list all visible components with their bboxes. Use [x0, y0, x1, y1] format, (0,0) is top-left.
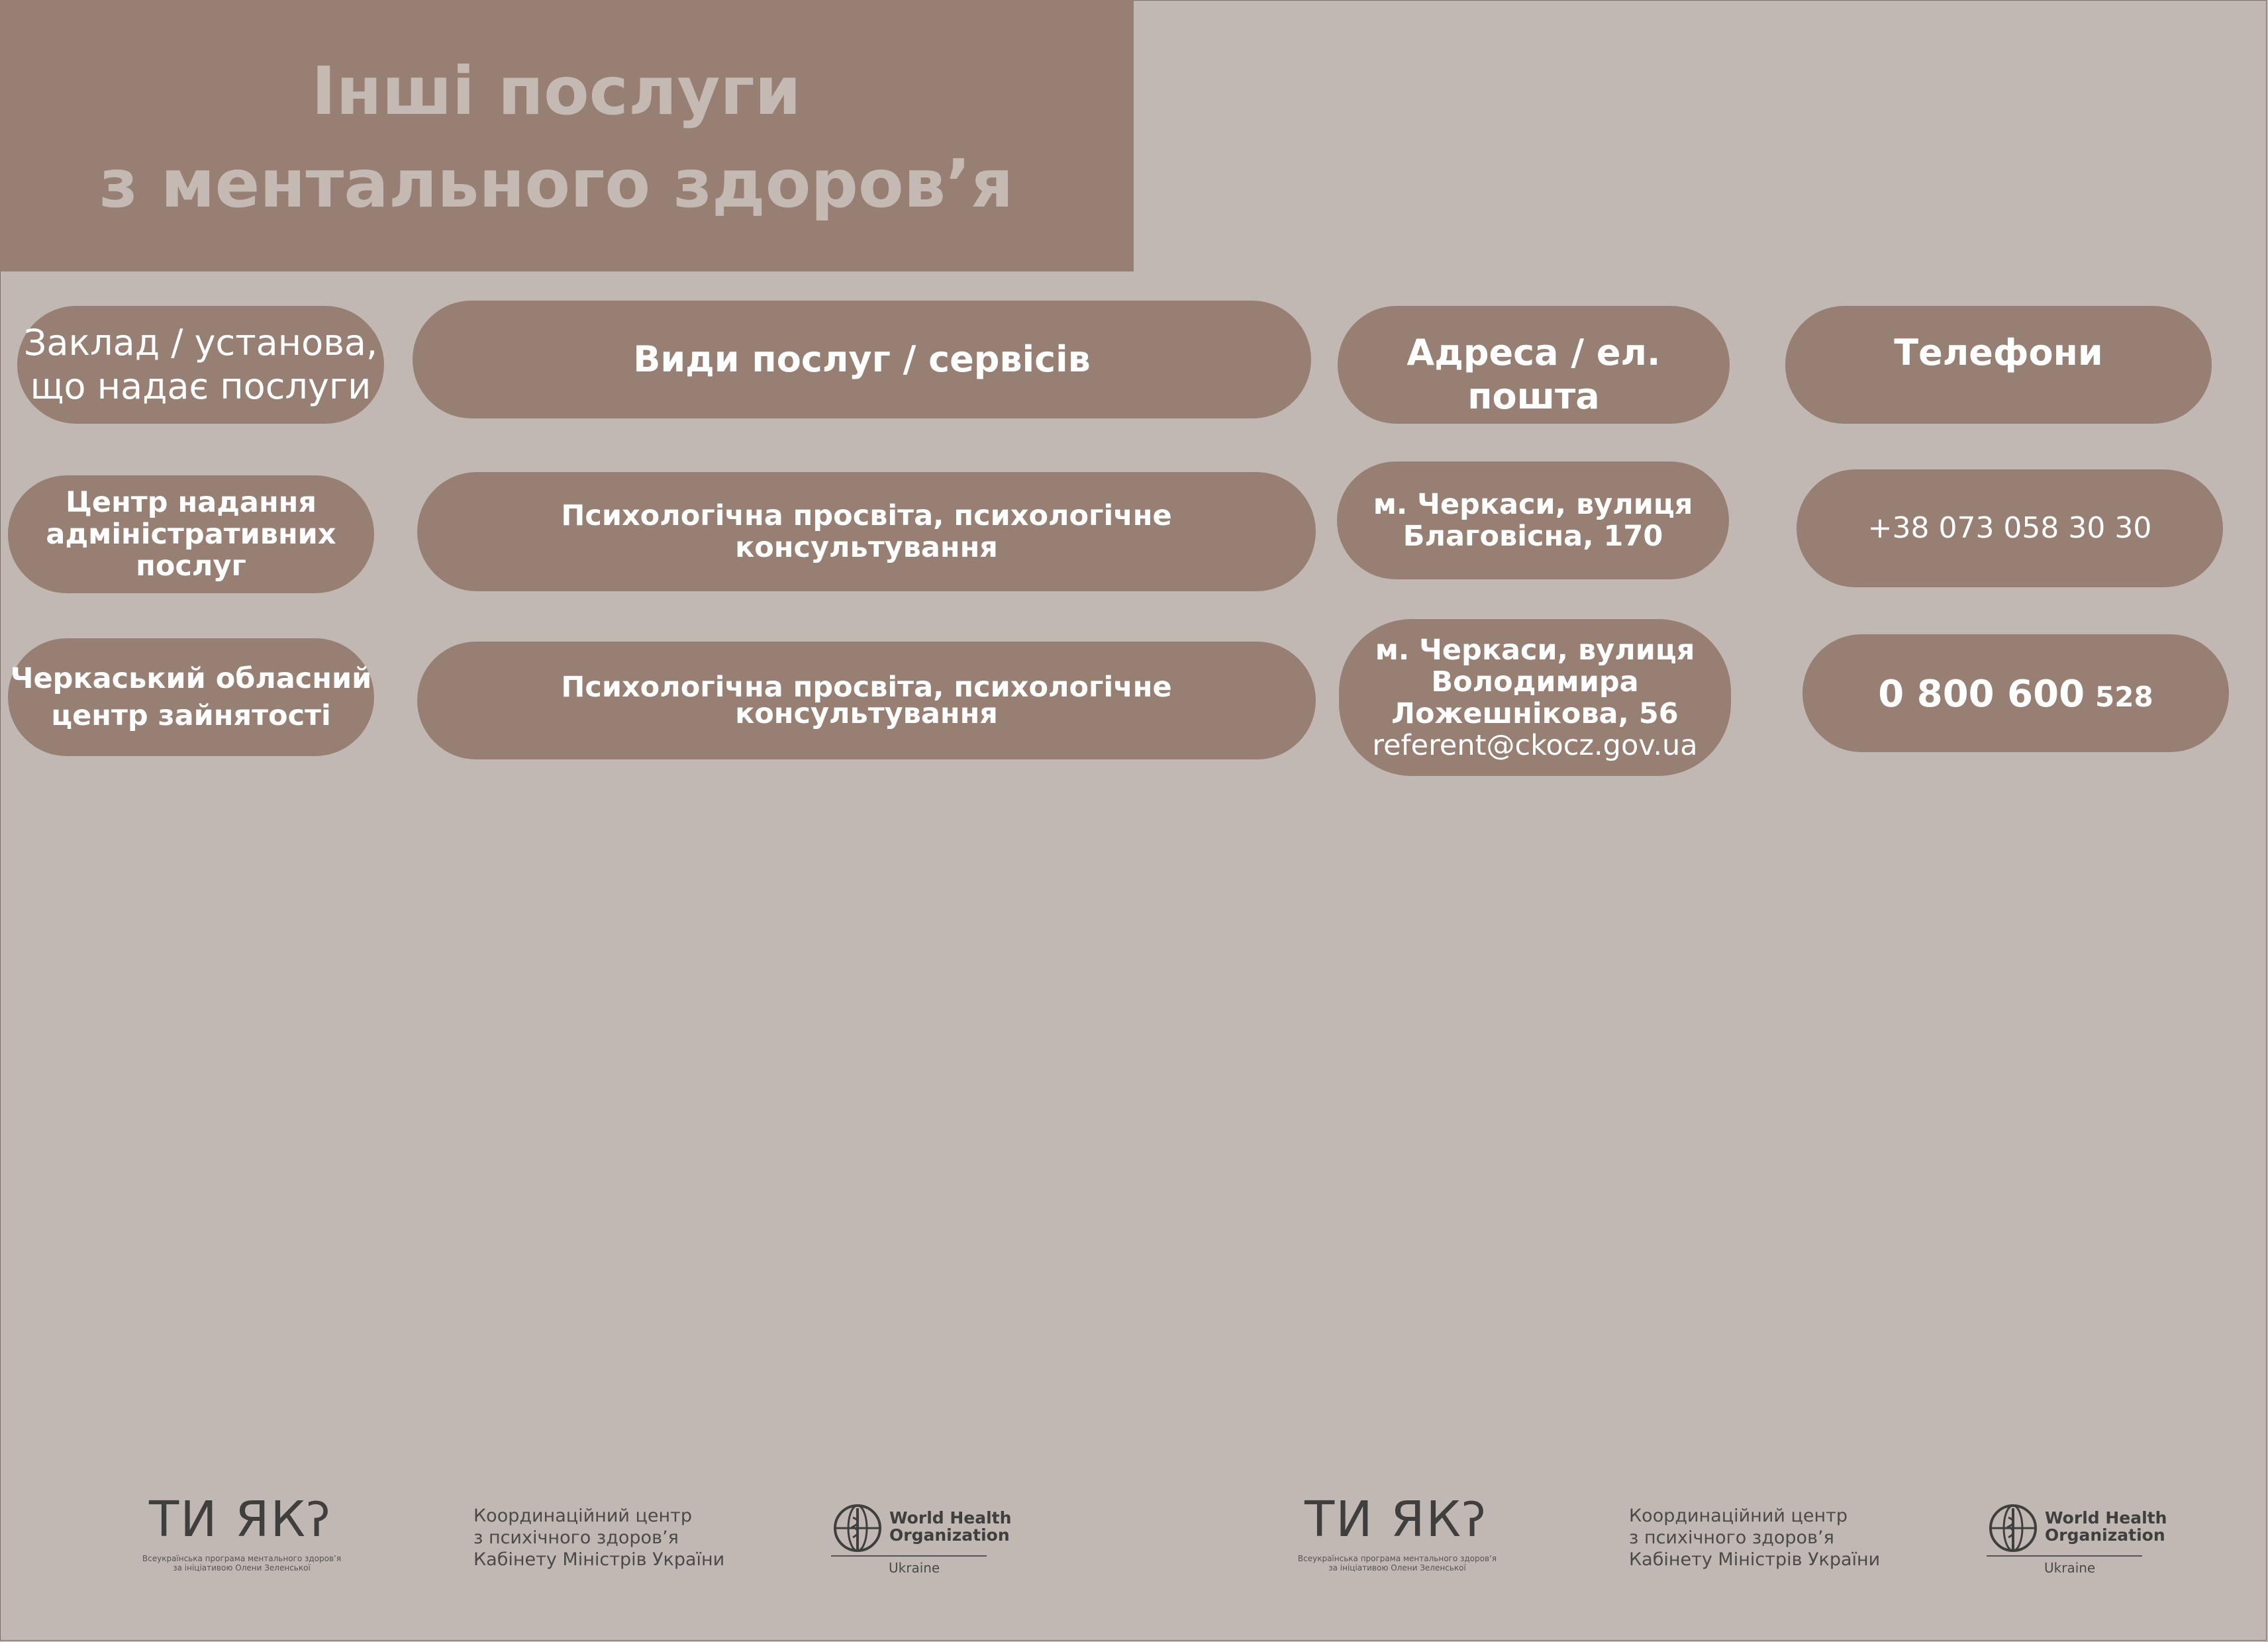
ty-yak-logo-text: ТИ ЯК: [149, 1491, 307, 1548]
ty-yak-logo: ТИ ЯКʔ: [149, 1491, 332, 1548]
row-2-phone[interactable]: [1802, 634, 2229, 752]
row-2-services: [417, 642, 1316, 759]
who-name: [889, 1510, 1011, 1544]
row-2-address: [1339, 619, 1731, 776]
header-services-label: Види послуг / сервісів: [633, 338, 1091, 380]
header-institution: [17, 306, 384, 424]
ty-yak-subtitle: [123, 1554, 361, 1572]
who-country-2: Ukraine: [2044, 1560, 2096, 1576]
who-country: Ukraine: [889, 1560, 940, 1576]
row-1-phone[interactable]: [1797, 469, 2223, 587]
row-1-phone-number[interactable]: +38 073 058 30 30: [1867, 511, 2152, 545]
ty-yak-subtitle-2-line-2: за ініціативою Олени Зеленської: [1328, 1563, 1466, 1572]
coordination-center-2-line-2: з психічного здоров’я: [1629, 1527, 1834, 1548]
row-1-address-line-2: Благовісна, 170: [1403, 520, 1663, 553]
row-2-email-link[interactable]: referent@ckocz.gov.ua: [1372, 728, 1698, 762]
ty-yak-subtitle-line-1: Всеукраїнська програма ментального здоров’я: [142, 1554, 342, 1563]
row-2-institution: [8, 638, 374, 756]
coordination-center-logo-2: [1629, 1505, 1880, 1570]
row-2-services-line-1: Психологічна просвіта, психологічне: [561, 671, 1172, 704]
row-1-institution: [8, 475, 374, 593]
row-2-services-line-2: консультування: [735, 697, 998, 730]
coordination-center-2-line-3: Кабінету Міністрів України: [1629, 1549, 1881, 1570]
page-title-line-2: з ментального здоров’я: [99, 145, 1014, 222]
header-phones-label: Телефони: [1894, 332, 2103, 373]
row-1-institution-line-3: послуг: [136, 550, 246, 583]
header-phones: [1785, 306, 2212, 424]
coordination-center-line-2: з психічного здоров’я: [473, 1527, 679, 1548]
coordination-center-logo: [473, 1505, 724, 1570]
ty-yak-subtitle-2-line-1: Всеукраїнська програма ментального здоров’я: [1297, 1554, 1497, 1563]
coordination-center-2-line-1: Координаційний центр: [1629, 1506, 1848, 1526]
ty-yak-subtitle-2: [1278, 1554, 1516, 1572]
ty-yak-subtitle-line-2: за ініціативою Олени Зеленської: [173, 1563, 311, 1572]
row-2-institution-line-1: Черкаський обласний: [10, 662, 372, 695]
coordination-center-line-1: Координаційний центр: [473, 1506, 693, 1526]
row-1-institution-line-2: адміністративних: [46, 518, 336, 551]
who-divider-2: [1987, 1555, 2142, 1557]
row-2-institution-line-2: центр зайнятості: [51, 699, 331, 732]
row-2-address-line-1: м. Черкаси, вулиця: [1375, 633, 1695, 667]
row-1-institution-line-1: Центр надання: [66, 486, 317, 519]
who-name-2: [2045, 1510, 2167, 1544]
row-1-services: [417, 472, 1316, 591]
row-2-phone-number[interactable]: 0 800 600: [1878, 673, 2085, 716]
row-1-address-line-1: м. Черкаси, вулиця: [1373, 488, 1693, 521]
who-divider: [831, 1555, 987, 1557]
coordination-center-line-3: Кабінету Міністрів України: [473, 1549, 725, 1570]
ty-yak-logo-2: ТИ ЯКʔ: [1305, 1491, 1487, 1548]
who-name-line-2: Organization: [889, 1525, 1010, 1545]
who-emblem-icon: [831, 1502, 884, 1555]
who-name-2-line-2: Organization: [2045, 1525, 2165, 1545]
header-institution-line-1: Заклад / установа,: [23, 322, 378, 363]
who-name-2-line-1: World Health: [2045, 1508, 2167, 1527]
row-2-phone-extension[interactable]: 528: [2095, 681, 2153, 713]
row-1-services-line-1: Психологічна просвіта, психологічне: [561, 499, 1172, 532]
who-name-line-1: World Health: [889, 1508, 1012, 1527]
header-services: [413, 301, 1311, 418]
header-address: [1338, 306, 1730, 424]
row-2-address-line-3: Ложешнікова, 56: [1391, 697, 1679, 730]
header-institution-line-2: що надає послуги: [30, 365, 371, 407]
who-emblem-icon-2: [1987, 1502, 2040, 1555]
ty-yak-logo-text-2: ТИ ЯК: [1305, 1491, 1463, 1548]
header-address-label: Адреса / ел. пошта: [1406, 332, 1661, 417]
title-banner: [0, 0, 1134, 271]
row-1-address: [1337, 461, 1729, 579]
page-title-line-1: Інші послуги: [311, 52, 801, 130]
row-2-address-line-2: Володимира: [1431, 665, 1639, 699]
row-1-services-line-2: консультування: [735, 531, 998, 564]
